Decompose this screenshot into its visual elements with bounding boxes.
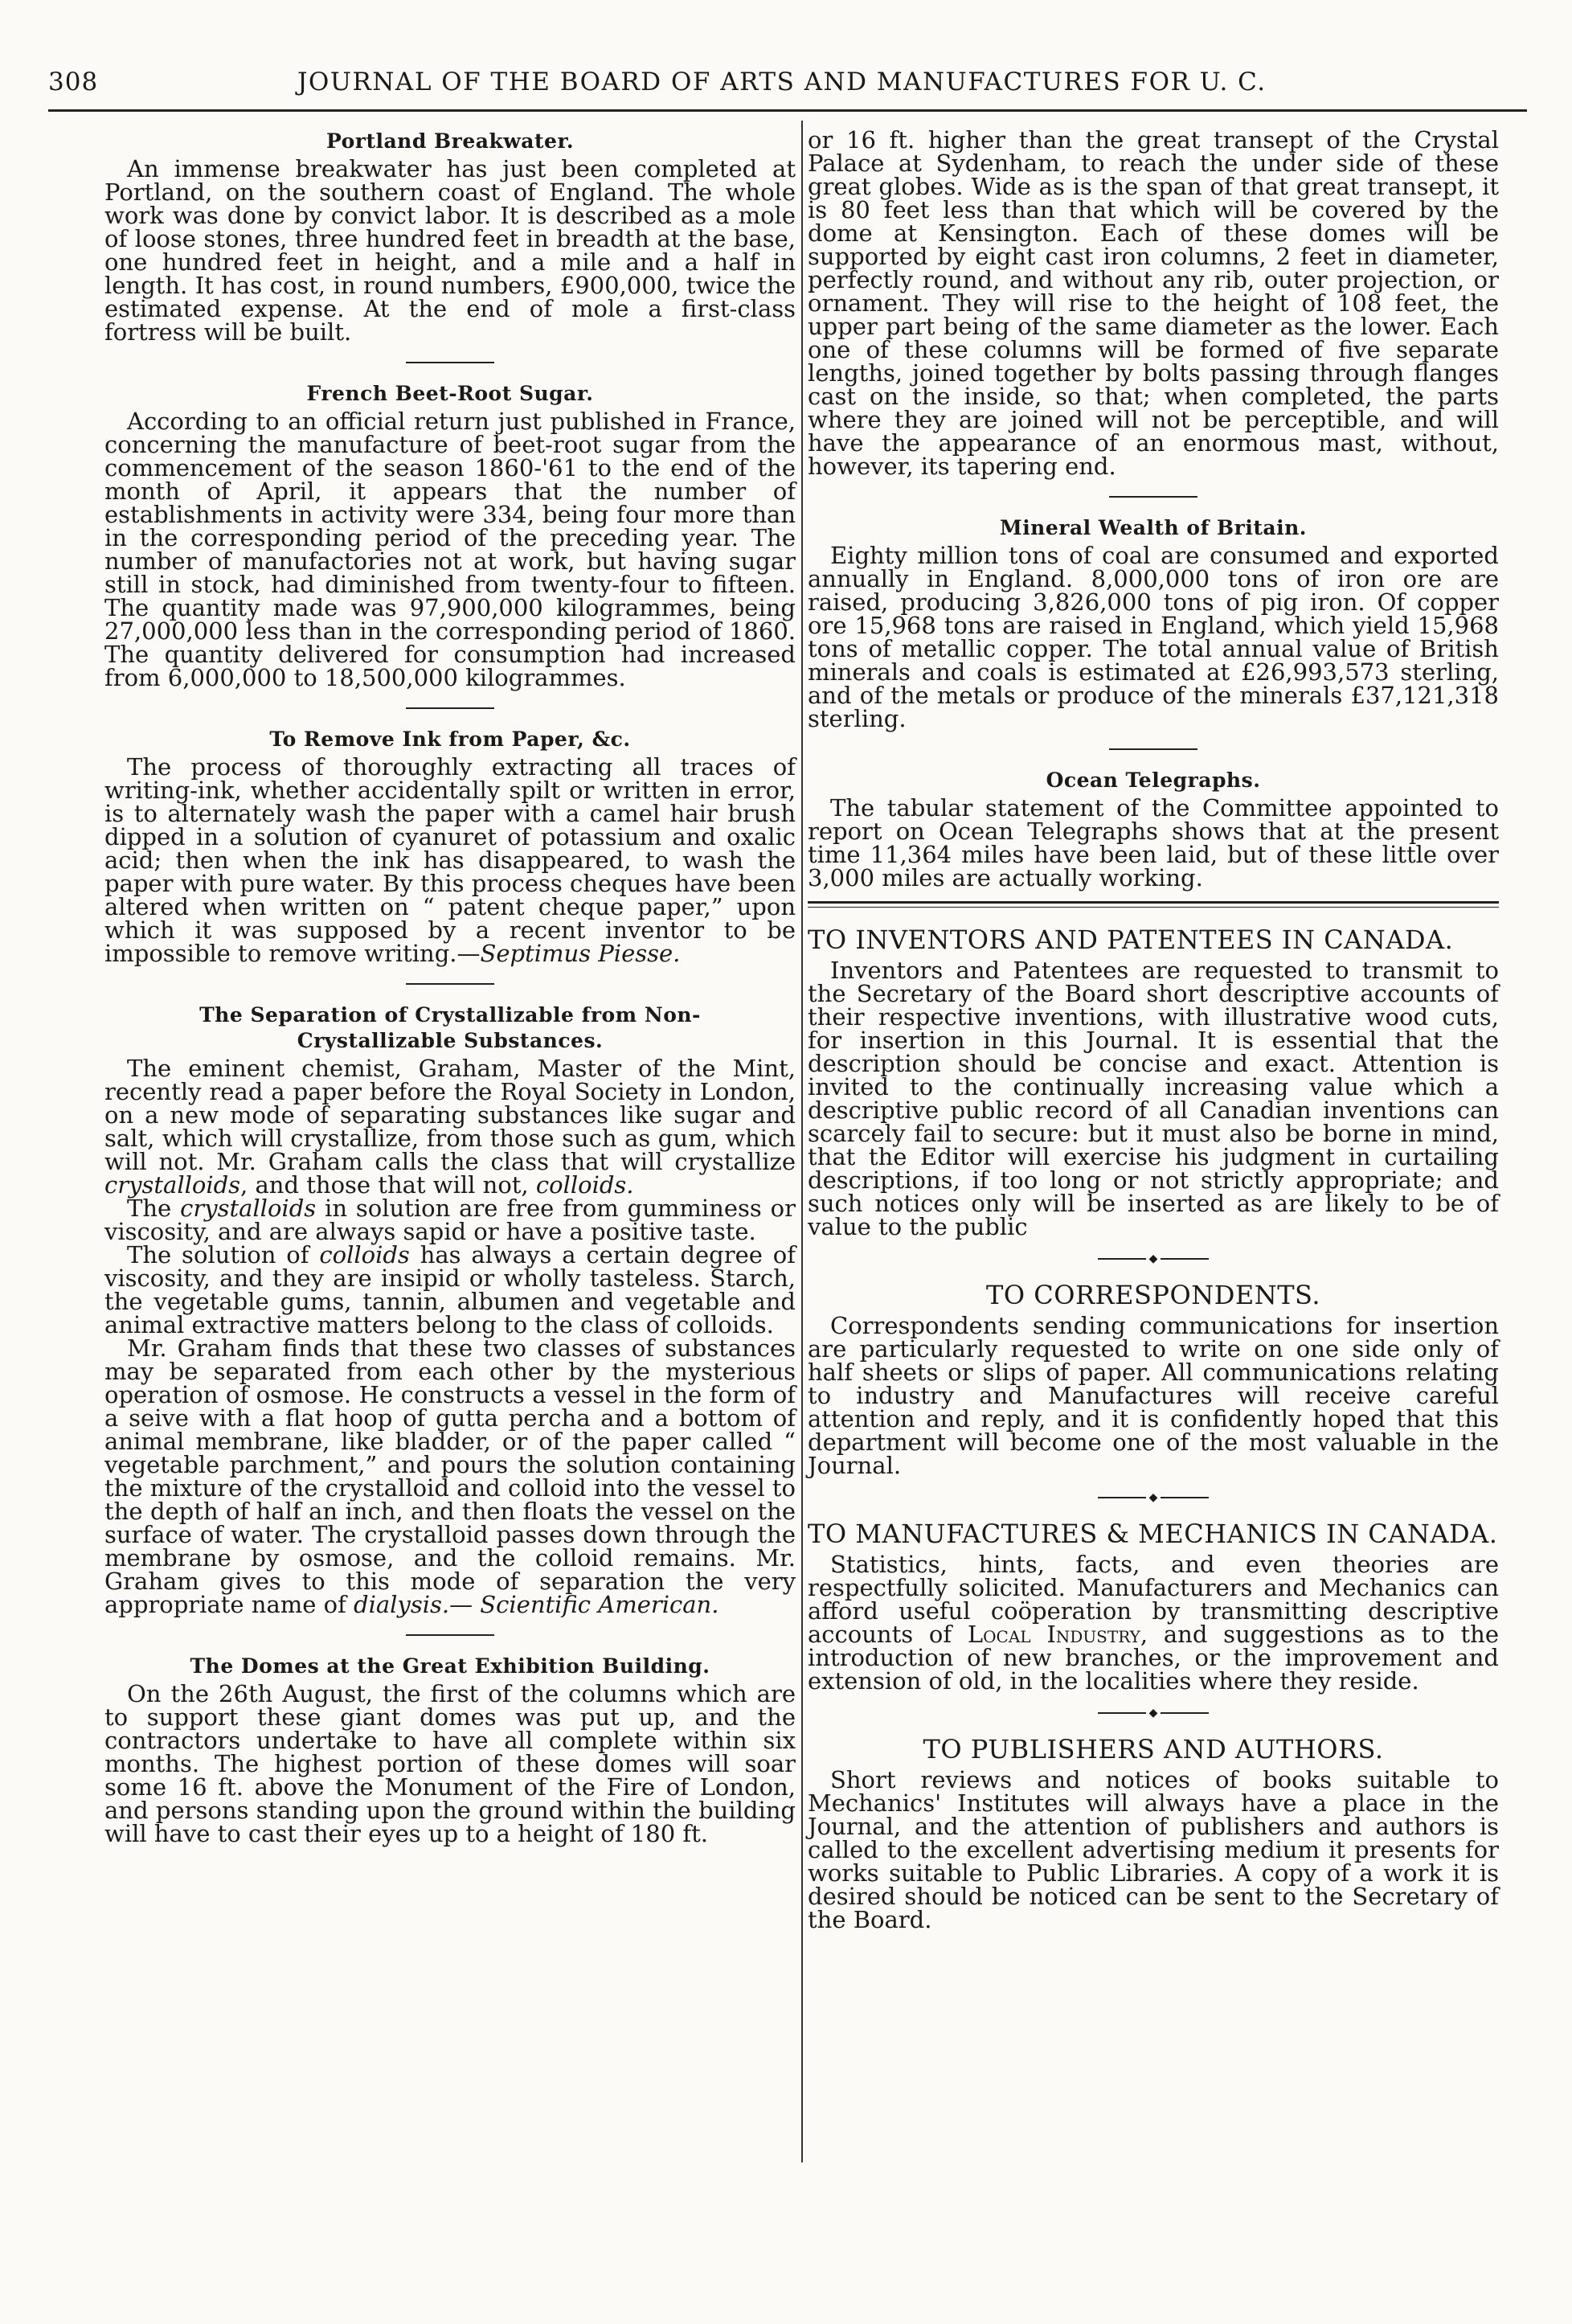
paragraph-text: Mr. Graham finds that these two classes of substances may be separated from each other by the mysterious operation of osmose. He constructs a vessel in the form of a seive with a flat hoop of gutta percha and a bottom of animal membrane, like bladder, or of the paper called “ vegetable parchment,” and pours the solution containing the mixture of the crystalloid and colloid into the vessel to the depth of half an inch, and then floats the vessel on the surface of water. The crystalloid passes down through the membrane by osmose, and the colloid remains. Mr. Graham gives to this mode of separation the very appropriate name of bbox=[104, 1334, 796, 1618]
notice-correspondents bbox=[808, 1279, 1499, 1478]
notice-inventors bbox=[808, 924, 1499, 1239]
diamond-ornament-icon: ◆ bbox=[1148, 1707, 1158, 1719]
notice-title: TO CORRESPONDENTS. bbox=[985, 1280, 1320, 1310]
attribution: Septimus Piesse. bbox=[480, 940, 681, 967]
article-beet-root-sugar bbox=[104, 381, 796, 690]
term: colloids bbox=[319, 1241, 410, 1269]
rule-line bbox=[1161, 1497, 1209, 1498]
running-head: JOURNAL OF THE BOARD OF ARTS AND MANUFACTURES FOR U. C. bbox=[297, 68, 1267, 96]
notice-paragraph bbox=[808, 1553, 1499, 1693]
article-title bbox=[104, 1002, 796, 1054]
article-paragraph: According to an official return just published in France, concerning the manufacture of beet-root sugar from the commencement of the season 1860-'61 to the end of the month of April, it appears that the number of establishments in activity were 334, being four more than in the corresponding period of the preceding year. The number of manufactories not at work, but having sugar still in stock, had diminished from twenty-four to fifteen. The quantity made was 97,900,000 kilogrammes, being 27,000,000 less than in the corresponding period of 1860. The quantity delivered for consumption had increased from 6,000,000 to 18,500,000 kilogrammes. bbox=[104, 408, 796, 691]
title-line-2: Crystallizable Substances. bbox=[297, 1029, 604, 1052]
article-domes bbox=[104, 1654, 796, 1846]
article-paragraph: The tabular statement of the Committee appointed to report on Ocean Telegraphs shows that at the present time 11,364 miles have been laid, but of these little over 3,000 miles are actually working. bbox=[808, 794, 1499, 891]
section-rule bbox=[406, 1634, 494, 1636]
article-paragraph: Eighty million tons of coal are consumed and exported annually in England. 8,000,000 tons of iron ore are raised, producing 3,826,000 tons of pig iron. Of copper ore 15,968 tons are raised in England, which yield 15,968 tons of metallic copper. The total annual value of British minerals and coals is estimated at £26,993,573 sterling, and of the metals or produce of the minerals £37,121,318 sterling. bbox=[808, 542, 1499, 732]
section-rule bbox=[406, 983, 494, 985]
article-paragraph bbox=[104, 1057, 796, 1197]
ornament-rule bbox=[808, 1707, 1499, 1719]
rule-line bbox=[1098, 1258, 1146, 1260]
notice-paragraph: Short reviews and notices of books suitable to Mechanics' Institutes will always have a place in the Journal, and the attention of publishers and authors is called to the excellent advertising medium it presents for works suitable to Public Libraries. A copy of a work it is desired should be noticed can be sent to the Secretary of the Board. bbox=[808, 1766, 1499, 1933]
paragraph-text: in solution are free from gumminess or viscosity, and are always sapid or have a positive taste. bbox=[104, 1195, 796, 1245]
section-rule bbox=[1109, 496, 1197, 498]
paragraph-text: , and suggestions as to the introduction of new branches, or the improvement and extension of old, in the localities where they reside. bbox=[808, 1621, 1499, 1695]
section-rule bbox=[1109, 748, 1197, 750]
article-paragraph: An immense breakwater has just been completed at Portland, on the southern coast of England. The whole work was done by convict labor. It is described as a mole of loose stones, three hundred feet in breadth at the base, one hundred feet in height, and a mile and a half in length. It has cost, in round numbers, £900,000, twice the estimated expense. At the end of mole a first-class fortress will be built. bbox=[104, 155, 796, 346]
page-header bbox=[48, 64, 1527, 112]
rule-line bbox=[1161, 1712, 1209, 1714]
article-title: French Beet-Root Sugar. bbox=[306, 382, 594, 405]
left-column bbox=[104, 129, 796, 1846]
term: crystalloids bbox=[180, 1195, 317, 1222]
term: dialysis.— bbox=[354, 1591, 473, 1618]
small-caps-term: Local Industry bbox=[967, 1621, 1140, 1648]
notice-title: TO INVENTORS AND PATENTEES IN CANADA. bbox=[808, 924, 1454, 955]
paragraph-text: has always a certain degree of viscosity, and they are insipid or wholly tasteless. Starch, the vegetable gums, tannin, albumen and vegetable and animal extractive matters belong to the class of colloids. bbox=[104, 1241, 796, 1338]
article-title: Mineral Wealth of Britain. bbox=[1000, 516, 1307, 539]
paragraph-text: Statistics, hints, facts, and even theories are respectfully solicited. Manufacturers and Mechanics can afford useful coöperation by transmitting descriptive accounts of bbox=[808, 1551, 1499, 1648]
paragraph-text: The eminent chemist, Graham, Master of the Mint, recently read a paper before the Royal Society in London, on a new mode of separating substances like sugar and salt, which will crystallize, from those such as gum, which will not. Mr. Graham calls the class that will crystallize bbox=[104, 1055, 796, 1175]
article-domes-continued bbox=[808, 126, 1499, 480]
title-line-1: The Separation of Crystallizable from Non- bbox=[199, 1003, 701, 1027]
rule-line bbox=[1098, 1497, 1146, 1498]
diamond-ornament-icon: ◆ bbox=[1148, 1252, 1158, 1265]
section-rule bbox=[406, 362, 494, 363]
paragraph-text: The bbox=[127, 1195, 181, 1222]
article-ocean-telegraphs bbox=[808, 768, 1499, 890]
term: colloids. bbox=[535, 1171, 634, 1199]
paragraph-text: , and those that will not, bbox=[240, 1171, 536, 1199]
double-rule bbox=[808, 901, 1499, 908]
right-column bbox=[808, 126, 1499, 1933]
article-paragraph bbox=[104, 1334, 796, 1618]
notice-title: TO MANUFACTURES & MECHANICS IN CANADA. bbox=[808, 1519, 1498, 1549]
article-title: Portland Breakwater. bbox=[325, 129, 575, 153]
attribution: Scientific American. bbox=[480, 1591, 719, 1618]
article-title: The Domes at the Great Exhibition Building. bbox=[190, 1654, 710, 1678]
article-portland-breakwater bbox=[104, 129, 796, 344]
article-paragraph bbox=[104, 753, 796, 967]
column-divider bbox=[801, 121, 803, 2162]
notice-paragraph: Inventors and Patentees are requested to transmit to the Secretary of the Board short descriptive accounts of their respective inventions, with illustrative wood cuts, for insertion in this Journal. It is essential that the description should be concise and exact. Attention is invited to the continually increasing value which a descriptive public record of all Canadian inventions can scarcely fail to secure: but it must also be borne in mind, that the Editor will exercise his judgment in curtailing descriptions, if too long or not strictly appropriate; and such notices only will be inserted as are likely to be of value to the public bbox=[808, 957, 1499, 1240]
term: crystalloids bbox=[104, 1171, 241, 1199]
article-crystallizable bbox=[104, 1002, 796, 1617]
notice-manufactures bbox=[808, 1518, 1499, 1693]
section-rule bbox=[406, 707, 494, 709]
article-title: Ocean Telegraphs. bbox=[1046, 769, 1261, 792]
article-paragraph: or 16 ft. higher than the great transept of the Crystal Palace at Sydenham, to reach the under side of these great globes. Wide as is the span of that great transept, it is 80 feet less than that which will be covered by the dome at Kensington. Each of these domes will be supported by eight cast iron columns, 2 feet in diameter, perfectly round, and without any rib, outer projection, or ornament. They will rise to the height of 108 feet, the upper part being of the same diameter as the lower. Each one of these columns will be formed of five separate lengths, joined together by bolts passing through flanges cast on the inside, so that; when completed, the parts where they are joined will not be perceptible, and will have the appearance of an enormous mast, without, however, its tapering end. bbox=[808, 126, 1499, 480]
article-paragraph bbox=[104, 1197, 796, 1244]
rule-line bbox=[1098, 1712, 1146, 1714]
article-mineral-wealth bbox=[808, 515, 1499, 731]
paragraph-text: The solution of bbox=[127, 1241, 320, 1269]
article-paragraph bbox=[104, 1241, 796, 1338]
diamond-ornament-icon: ◆ bbox=[1148, 1491, 1158, 1504]
rule-line bbox=[1161, 1258, 1209, 1260]
page-number: 308 bbox=[48, 68, 99, 96]
paragraph-text: The process of thoroughly extracting all traces of writing-ink, whether accidentally spilt or written in error, is to alternately wash the paper with a camel hair brush dipped in a solution of cyanuret of potassium and oxalic acid; then when the ink has disappeared, to wash the paper with pure water. By this process cheques have been altered when written on “ patent cheque paper,” upon which it was supposed by a recent inventor to be impossible to remove writing.— bbox=[104, 753, 796, 967]
article-paragraph: On the 26th August, the first of the columns which are to support these giant domes was put up, and the contractors undertake to have all complete within six months. The highest portion of these domes will soar some 16 ft. above the Monument of the Fire of London, and persons standing upon the ground within the building will have to cast their eyes up to a height of 180 ft. bbox=[104, 1680, 796, 1847]
notice-title: TO PUBLISHERS AND AUTHORS. bbox=[923, 1734, 1384, 1765]
article-remove-ink bbox=[104, 727, 796, 965]
notice-paragraph: Correspondents sending communications for insertion are particularly requested to write on one side only of half sheets or slips of paper. All communications relating to industry and Manufactures will receive careful attention and reply, and it is confidently hoped that this department will become one of the most valuable in the Journal. bbox=[808, 1312, 1499, 1479]
ornament-rule bbox=[808, 1253, 1499, 1264]
article-title: To Remove Ink from Paper, &c. bbox=[269, 728, 631, 751]
notice-publishers bbox=[808, 1733, 1499, 1932]
ornament-rule bbox=[808, 1492, 1499, 1503]
